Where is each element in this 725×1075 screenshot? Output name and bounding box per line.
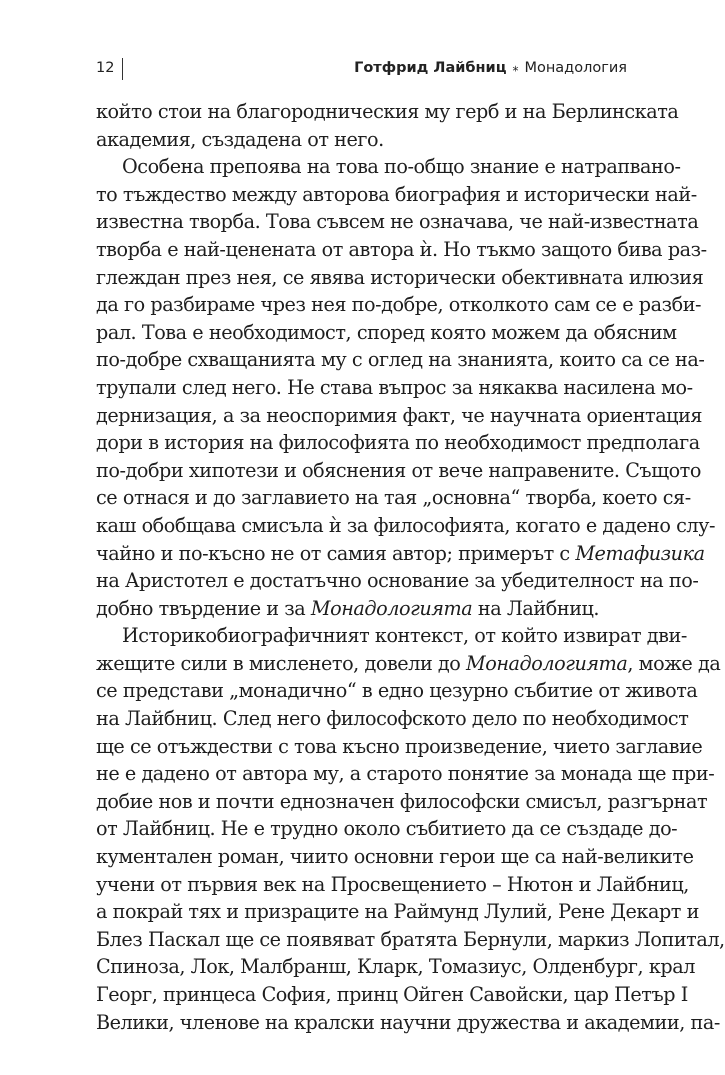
text-line bbox=[96, 346, 705, 374]
text-fragment: добно твърдение и за bbox=[96, 596, 311, 620]
text-fragment: каш обобщава смисъла ѝ за философията, когато е дадено слу- bbox=[96, 513, 716, 537]
text-fragment: по-добре схващанията му с оглед на знанията, които са се на- bbox=[96, 348, 705, 372]
text-line bbox=[96, 871, 689, 899]
running-head bbox=[96, 55, 627, 81]
text-line bbox=[96, 374, 693, 402]
text-line bbox=[96, 788, 708, 816]
text-fragment: , може да bbox=[627, 651, 721, 675]
text-fragment: ще се отъждестви с това късно произведение, чието заглавие bbox=[96, 734, 703, 758]
text-line bbox=[96, 126, 627, 154]
text-fragment: по-добри хипотези и обяснения от вече направените. Същото bbox=[96, 458, 701, 482]
text-line bbox=[96, 319, 677, 347]
text-fragment: академия, създадена от него. bbox=[96, 127, 384, 151]
text-fragment: Блез Паскал ще се появяват братята Бернули, маркиз Лопитал, bbox=[96, 927, 725, 951]
text-fragment: дернизация, а за неоспоримия факт, че научната ориентация bbox=[96, 403, 703, 427]
text-fragment: на Лайбниц. След него философското дело по необходимост bbox=[96, 707, 689, 731]
text-line bbox=[96, 567, 699, 595]
text-line bbox=[96, 677, 698, 705]
author-name: Готфрид Лайбниц bbox=[354, 60, 507, 76]
text-fragment: се представи „монадично“ в едно цезурно събитие от живота bbox=[96, 679, 698, 703]
text-fragment: от Лайбниц. Не е трудно около събитието да се създаде до- bbox=[96, 817, 678, 841]
text-fragment: дори в история на философията по необходимост предполага bbox=[96, 431, 700, 455]
text-line bbox=[96, 760, 715, 788]
text-line bbox=[96, 236, 707, 264]
italic-title: Монадологията bbox=[466, 651, 628, 675]
running-title bbox=[354, 55, 627, 81]
header-divider bbox=[122, 58, 123, 80]
text-line bbox=[96, 457, 701, 485]
text-line bbox=[96, 429, 700, 457]
italic-title: Метафизика bbox=[575, 541, 705, 565]
paragraph bbox=[96, 98, 679, 153]
text-fragment: Велики, членове на кралски научни дружества и академии, па- bbox=[96, 1010, 720, 1034]
text-line bbox=[96, 981, 688, 1009]
text-fragment: Спиноза, Лок, Малбранш, Кларк, Томазиус, Олденбург, крал bbox=[96, 955, 695, 979]
text-line bbox=[96, 512, 716, 540]
text-line bbox=[96, 815, 678, 843]
text-fragment: рал. Това е необходимост, според която можем да обясним bbox=[96, 320, 677, 344]
book-title: Монадология bbox=[524, 60, 627, 76]
text-fragment: а покрай тях и призраците на Раймунд Лулий, Рене Декарт и bbox=[96, 900, 699, 924]
paragraph bbox=[96, 153, 716, 622]
text-line bbox=[96, 153, 681, 181]
text-line bbox=[96, 181, 697, 209]
header-separator: ⁎ bbox=[512, 60, 519, 74]
text-line bbox=[96, 926, 725, 954]
text-fragment: да го разбираме чрез нея по-добре, отколкото сам се е разби- bbox=[96, 293, 702, 317]
text-line bbox=[96, 733, 703, 761]
text-fragment: кументален роман, чиито основни герои ще са най-великите bbox=[96, 845, 694, 869]
text-line bbox=[96, 98, 679, 126]
text-fragment: на Аристотел е достатъчно основание за убедителност на по- bbox=[96, 569, 699, 593]
text-line bbox=[96, 622, 687, 650]
text-fragment: Особена препоява на това по-общо знание е натрапвано- bbox=[122, 155, 681, 179]
text-line bbox=[96, 264, 704, 292]
text-fragment: то тъждество между авторова биография и исторически най- bbox=[96, 182, 697, 206]
text-fragment: Георг, принцеса София, принц Ойген Савойски, цар Петър I bbox=[96, 983, 688, 1006]
text-line bbox=[96, 705, 689, 733]
text-fragment: глеждан през нея, се явява исторически обективната илюзия bbox=[96, 265, 704, 289]
text-line bbox=[96, 540, 705, 568]
paragraph bbox=[96, 622, 725, 1036]
text-line bbox=[96, 843, 694, 871]
text-fragment: трупали след него. Не става въпрос за някаква насилена мо- bbox=[96, 375, 693, 399]
body-text bbox=[96, 98, 725, 1036]
text-line bbox=[96, 650, 721, 678]
text-fragment: който стои на благородническия му герб и на Берлинската bbox=[96, 100, 679, 123]
text-fragment: жещите сили в мисленето, довели до bbox=[96, 651, 467, 675]
text-fragment: на Лайбниц. bbox=[472, 596, 600, 620]
text-fragment: не е дадено от автора му, а старото понятие за монада ще при- bbox=[96, 762, 715, 786]
text-fragment: Историкобиографичният контекст, от който извират дви- bbox=[122, 624, 687, 648]
text-fragment: творба е най-ценената от автора ѝ. Но тъкмо защото бива раз- bbox=[96, 237, 707, 261]
italic-title: Монадологията bbox=[310, 596, 473, 620]
text-line bbox=[96, 1009, 720, 1037]
text-line bbox=[96, 208, 699, 236]
text-fragment: добие нов и почти еднозначен философски смисъл, разгърнат bbox=[96, 789, 708, 813]
text-line bbox=[96, 595, 627, 623]
text-line bbox=[96, 484, 691, 512]
text-fragment: учени от първия век на Просвещението – Нютон и Лайбниц, bbox=[96, 872, 689, 896]
text-line bbox=[96, 402, 703, 430]
page-number: 12 bbox=[96, 60, 115, 76]
text-fragment: известна творба. Това съвсем не означава, че най-известната bbox=[96, 210, 699, 234]
text-fragment: се отнася и до заглавието на тая „основна“ творба, което ся- bbox=[96, 486, 691, 510]
text-fragment: чайно и по-късно не от самия автор; примерът с bbox=[96, 541, 576, 565]
text-line bbox=[96, 898, 699, 926]
text-line bbox=[96, 953, 695, 981]
text-line bbox=[96, 291, 702, 319]
